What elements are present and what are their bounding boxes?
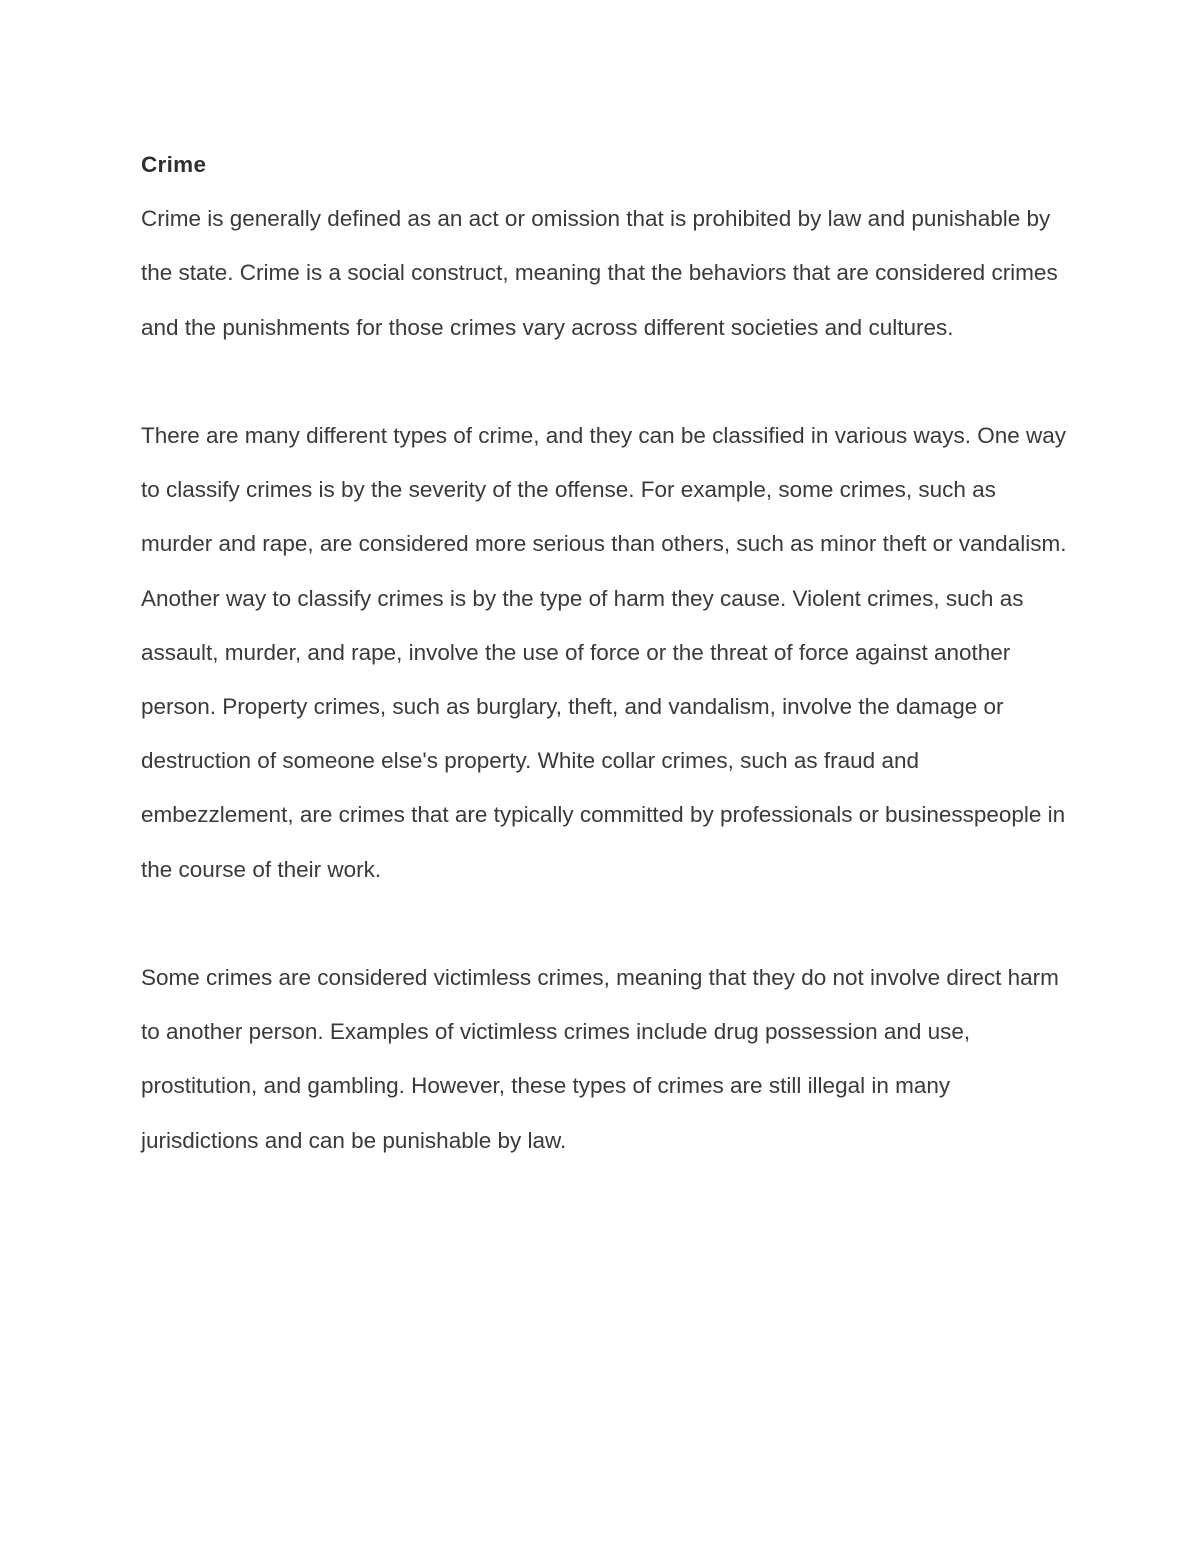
paragraph-types-of-crime: There are many different types of crime, and they can be classified in various ways. One way to classify crimes is by the severity of the offense. For example, some crimes, such as murder and rape, are considered more serious than others, such as minor theft or vandalism. Another way to classify crimes is by the type of harm they cause. Violent crimes, such as assault, murder, and rape, involve the use of force or the threat of force against another person. Property crimes, such as burglary, theft, and vandalism, involve the damage or destruction of someone else's property. White collar crimes, such as fraud and embezzlement, are crimes that are typically committed by professionals or businesspeople in the course of their work. bbox=[141, 423, 1067, 882]
document-title: Crime bbox=[141, 152, 207, 177]
paragraph-definition: Crime is generally defined as an act or omission that is prohibited by law and punishable by the state. Crime is a social construct, meaning that the behaviors that are considered crimes and the punishments for those crimes vary across different societies and cultures. bbox=[141, 206, 1058, 340]
document-body bbox=[141, 138, 1071, 1168]
paragraph-victimless-crimes: Some crimes are considered victimless crimes, meaning that they do not involve direct harm to another person. Examples of victimless crimes include drug possession and use, prostitution, and gambling. However, these types of crimes are still illegal in many jurisdictions and can be punishable by law. bbox=[141, 965, 1059, 1153]
